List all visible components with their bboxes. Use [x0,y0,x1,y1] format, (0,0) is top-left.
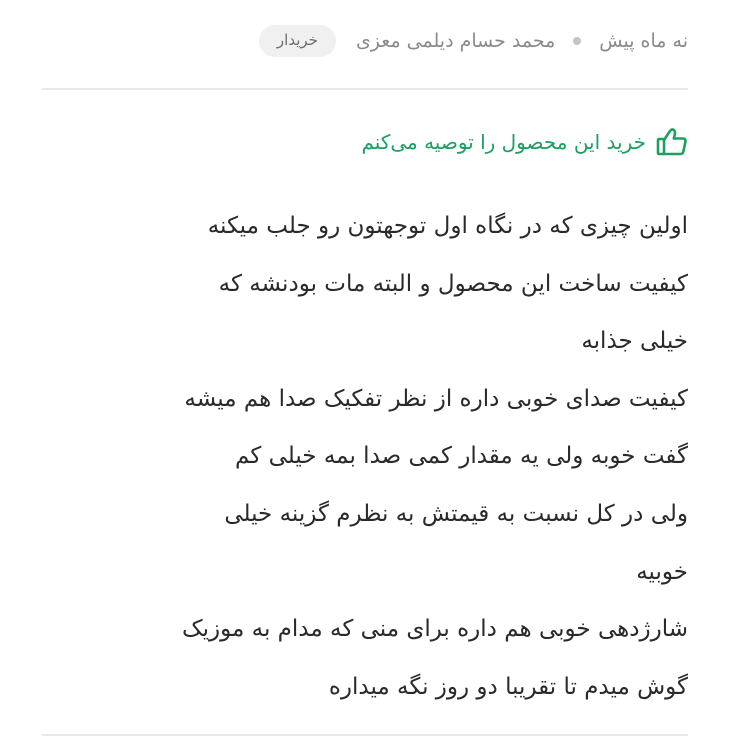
comment-author: محمد حسام دیلمی معزی [355,30,556,52]
review-line: خوبیه [636,558,688,585]
separator-dot [573,37,581,45]
comment-meta [40,14,688,68]
review-line: شارژدهی خوبی هم داره برای منی که مدام به موزیک [182,616,688,643]
review-line: کیفیت ساخت این محصول و البته مات بودنشه که [218,270,688,297]
review-line: کیفیت صدای خوبی داره از نظر تفکیک صدا هم میشه [184,385,688,412]
review-body [60,198,688,716]
recommendation [361,124,688,160]
buyer-badge: خریدار [259,25,336,57]
recommendation-text: خرید این محصول را توصیه می‌کنم [361,130,646,154]
review-line: خیلی جذابه [581,328,688,355]
review-line: گفت خوبه ولی یه مقدار کمی صدا بمه خیلی کم [235,443,688,470]
review-line: گوش میدم تا تقریبا دو روز نگه میداره [328,673,688,700]
bottom-divider [42,734,688,736]
top-divider [42,88,688,90]
thumbs-up-icon [656,127,688,157]
comment-date: نه ماه پیش [599,30,688,52]
review-line: اولین چیزی که در نگاه اول توجهتون رو جلب میکنه [207,213,688,239]
review-line: ولی در کل نسبت به قیمتش به نظرم گزینه خیلی [224,500,688,527]
